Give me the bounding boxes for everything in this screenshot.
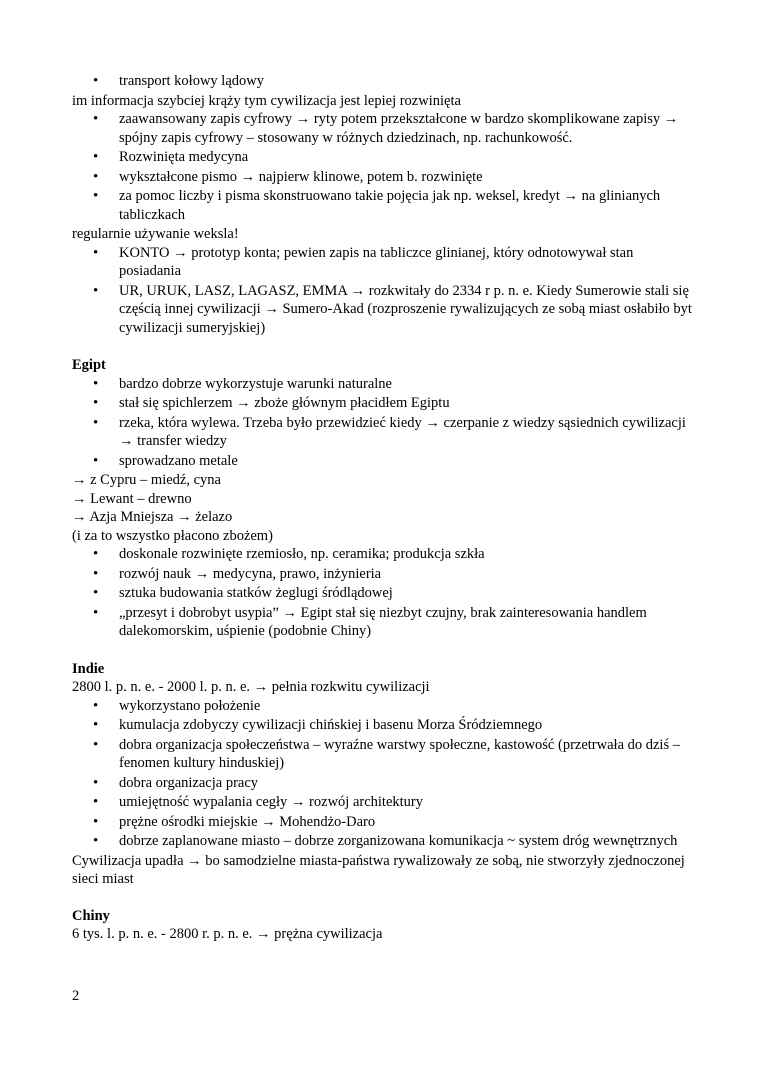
indie-list	[72, 697, 692, 851]
list-item: • wykorzystano położenie	[72, 697, 692, 716]
document-page	[72, 72, 692, 944]
info-line: im informacja szybciej krąży tym cywilizacja jest lepiej rozwinięta	[72, 92, 461, 109]
import-line: → Lewant – drewno	[72, 490, 192, 507]
spacer	[72, 338, 692, 356]
list-item: • umiejętność wypalania cegły → rozwój architektury	[72, 793, 692, 812]
list-item: • „przesyt i dobrobyt usypia” → Egipt stał się niezbyt czujny, brak zainteresowania handlem dalekomorskim, uśpienie (podobnie Chiny)	[72, 604, 692, 641]
list-item: • prężne ośrodki miejskie → Mohendżo-Daro	[72, 813, 692, 832]
list-item: • KONTO → prototyp konta; pewien zapis na tabliczce glinianej, który odnotowywał stan posiadania	[72, 244, 692, 281]
list-item: • Rozwinięta medycyna	[72, 148, 692, 167]
list-item: • za pomoc liczby i pisma skonstruowano takie pojęcia jak np. weksel, kredyt → na glinianych tabliczkach	[72, 187, 692, 224]
import-line: → Azja Mniejsza → żelazo	[72, 509, 233, 525]
transport-list	[72, 72, 692, 91]
weksel-line: regularnie używanie weksla!	[72, 226, 239, 242]
import-line: → z Cypru – miedź, cyna	[72, 472, 221, 488]
period-line: 6 tys. l. p. n. e. - 2800 r. p. n. e. → prężna cywilizacja	[72, 926, 383, 942]
sumer-list-b	[72, 244, 692, 338]
list-item: • sprowadzano metale	[72, 452, 692, 471]
spacer	[72, 642, 692, 660]
section-heading-indie: Indie	[72, 660, 105, 677]
list-item: • kumulacja zdobyczy cywilizacji chińskiej i basenu Morza Śródziemnego	[72, 716, 692, 735]
list-item: • rzeka, która wylewa. Trzeba było przewidzieć kiedy → czerpanie z wiedzy sąsiednich cywilizacji → transfer wiedzy	[72, 414, 692, 451]
section-heading-chiny: Chiny	[72, 907, 110, 924]
list-item: • rozwój nauk → medycyna, prawo, inżynieria	[72, 565, 692, 584]
section-heading-egipt: Egipt	[72, 357, 106, 373]
list-item: • dobrze zaplanowane miasto – dobrze zorganizowana komunikacja ~ system dróg wewnętrznych	[72, 832, 692, 851]
list-item: • sztuka budowania statków żeglugi śródlądowej	[72, 584, 692, 603]
sumer-list-a	[72, 110, 692, 224]
spacer	[72, 889, 692, 907]
egipt-list-b	[72, 545, 692, 641]
list-item: • dobra organizacja społeczeństwa – wyraźne warstwy społeczne, kastowość (przetrwała do dziś – fenomen kultury hinduskiej)	[72, 736, 692, 773]
list-item: • wykształcone pismo → najpierw klinowe, potem b. rozwinięte	[72, 168, 692, 187]
list-item: • UR, URUK, LASZ, LAGASZ, EMMA → rozkwitały do 2334 r p. n. e. Kiedy Sumerowie stali się częścią innej cywilizacji → Sumero-Akad (rozproszenie rywalizujących ze sobą miast osłabiło byt cywilizacji sumeryjskiej)	[72, 282, 692, 338]
paid-line: (i za to wszystko płacono zbożem)	[72, 527, 273, 544]
list-item: • zaawansowany zapis cyfrowy → ryty potem przekształcone w bardzo skomplikowane zapisy → spójny zapis cyfrowy – stosowany w różnych dziedzinach, np. rachunkowość.	[72, 110, 692, 147]
period-line: 2800 l. p. n. e. - 2000 l. p. n. e. → pełnia rozkwitu cywilizacji	[72, 679, 430, 695]
list-item: • stał się spichlerzem → zboże głównym płacidłem Egiptu	[72, 394, 692, 413]
list-item: • transport kołowy lądowy	[72, 72, 692, 91]
egipt-list-a	[72, 375, 692, 471]
page-number: 2	[72, 988, 80, 1004]
collapse-line: Cywilizacja upadła → bo samodzielne miasta-państwa rywalizowały ze sobą, nie stworzyły zjednoczonej sieci miast	[72, 852, 685, 887]
list-item: • dobra organizacja pracy	[72, 774, 692, 793]
list-item: • bardzo dobrze wykorzystuje warunki naturalne	[72, 375, 692, 394]
list-item: • doskonale rozwinięte rzemiosło, np. ceramika; produkcja szkła	[72, 545, 692, 564]
